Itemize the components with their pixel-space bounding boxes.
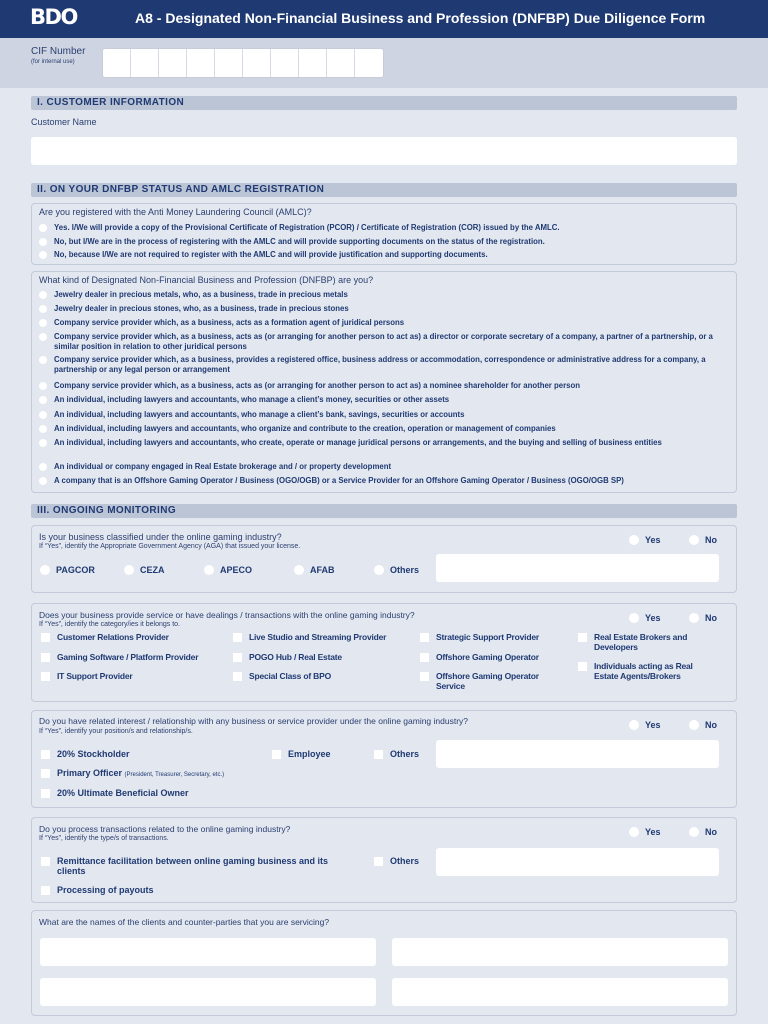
checkbox[interactable] xyxy=(420,653,429,662)
client-name-input[interactable] xyxy=(40,938,376,966)
dnfbp-option[interactable]: Company service provider which, as a business, provides a registered office, business address or accommodation, correspondence or administrative address for a company, a partnership or any legal person or arrangement xyxy=(39,355,729,374)
relation-ubo[interactable]: 20% Ultimate Beneficial Owner xyxy=(57,788,189,798)
aga-others-input[interactable] xyxy=(436,554,719,582)
q4-hint: If “Yes”, identify the type/s of transactions. xyxy=(39,835,169,842)
section-1-header: I. CUSTOMER INFORMATION xyxy=(31,96,737,110)
cif-digit-box[interactable] xyxy=(187,49,215,77)
checkbox[interactable] xyxy=(41,750,50,759)
cif-digit-box[interactable] xyxy=(131,49,159,77)
radio-button[interactable] xyxy=(39,382,47,390)
radio-button[interactable] xyxy=(689,535,699,545)
radio-button[interactable] xyxy=(689,827,699,837)
cif-digit-box[interactable] xyxy=(299,49,327,77)
transaction-payouts[interactable]: Processing of payouts xyxy=(57,885,154,895)
dnfbp-question: What kind of Designated Non-Financial Business and Profession (DNFBP) are you? xyxy=(39,275,374,285)
client-name-input[interactable] xyxy=(392,938,728,966)
q2-hint: If “Yes”, identify the category/ies it belongs to. xyxy=(39,621,180,628)
checkbox[interactable] xyxy=(233,672,242,681)
radio-button[interactable] xyxy=(689,720,699,730)
aga-apeco[interactable]: APECO xyxy=(220,565,252,575)
form-title: A8 - Designated Non-Financial Business and Profession (DNFBP) Due Diligence Form xyxy=(135,10,706,26)
cif-band xyxy=(0,38,768,88)
radio-button[interactable] xyxy=(39,425,47,433)
checkbox[interactable] xyxy=(374,857,383,866)
client-name-input[interactable] xyxy=(40,978,376,1006)
radio-button[interactable] xyxy=(629,720,639,730)
checkbox[interactable] xyxy=(233,653,242,662)
section-2-header: II. ON YOUR DNFBP STATUS AND AMLC REGISTRATION xyxy=(31,183,737,197)
radio-button[interactable] xyxy=(39,356,47,364)
q3-no[interactable]: No xyxy=(705,720,717,730)
checkbox[interactable] xyxy=(41,857,50,866)
dnfbp-option[interactable]: An individual, including lawyers and accountants, who manage a client’s money, securities or other assets xyxy=(39,395,729,405)
dnfbp-option[interactable]: Jewelry dealer in precious metals, who, as a business, trade in precious metals xyxy=(39,290,729,300)
aga-pagcor[interactable]: PAGCOR xyxy=(56,565,95,575)
relation-employee[interactable]: Employee xyxy=(288,749,331,759)
radio-button[interactable] xyxy=(39,319,47,327)
amlc-option-in-process[interactable]: No, but I/We are in the process of registering with the AMLC and will provide supporting documents on the status of the registration. xyxy=(39,237,729,247)
dnfbp-option[interactable]: An individual, including lawyers and accountants, who manage a client’s bank, savings, securities or accounts xyxy=(39,410,729,420)
radio-button[interactable] xyxy=(689,613,699,623)
checkbox[interactable] xyxy=(420,633,429,642)
checkbox[interactable] xyxy=(41,886,50,895)
cif-digit-box[interactable] xyxy=(215,49,243,77)
dnfbp-option[interactable]: An individual or company engaged in Real Estate brokerage and / or property development xyxy=(39,462,729,472)
customer-name-input[interactable] xyxy=(31,137,737,165)
transaction-remittance[interactable]: Remittance facilitation between online gaming business and its clients xyxy=(57,856,347,876)
relation-others[interactable]: Others xyxy=(390,749,419,759)
radio-button[interactable] xyxy=(39,463,47,471)
q3-yes[interactable]: Yes xyxy=(645,720,661,730)
cif-digit-box[interactable] xyxy=(327,49,355,77)
dnfbp-option[interactable]: An individual, including lawyers and accountants, who create, operate or manage juridical persons or arrangements, and the buying and selling of business entities xyxy=(39,438,729,448)
checkbox[interactable] xyxy=(41,633,50,642)
cif-digit-box[interactable] xyxy=(271,49,299,77)
category-customer-relations[interactable]: Customer Relations Provider xyxy=(57,632,169,642)
aga-ceza[interactable]: CEZA xyxy=(140,565,165,575)
checkbox[interactable] xyxy=(41,769,50,778)
checkbox[interactable] xyxy=(233,633,242,642)
radio-button[interactable] xyxy=(39,251,47,259)
radio-button[interactable] xyxy=(39,477,47,485)
category-real-estate-agents[interactable]: Individuals acting as Real Estate Agents/Brokers xyxy=(594,661,714,681)
radio-button[interactable] xyxy=(39,238,47,246)
radio-button[interactable] xyxy=(629,535,639,545)
radio-button[interactable] xyxy=(39,439,47,447)
dnfbp-option[interactable]: Company service provider which, as a business, acts as (or arranging for another person to act as) a director or corporate secretary of a company, a partner of a partnership, or a similar position in relation to other juridical persons xyxy=(39,332,729,351)
q5-question: What are the names of the clients and counter-parties that you are servicing? xyxy=(39,917,330,927)
q4-yes[interactable]: Yes xyxy=(645,827,661,837)
radio-button[interactable] xyxy=(39,396,47,404)
q2-question: Does your business provide service or have dealings / transactions with the online gaming industry? xyxy=(39,610,415,620)
cif-number-field[interactable] xyxy=(102,48,384,78)
checkbox[interactable] xyxy=(41,789,50,798)
section-3-header: III. ONGOING MONITORING xyxy=(31,504,737,518)
checkbox[interactable] xyxy=(578,662,587,671)
q1-question: Is your business classified under the online gaming industry? xyxy=(39,532,282,542)
dnfbp-option[interactable]: Company service provider which, as a business, acts as (or arranging for another person to act as) a nominee shareholder for another person xyxy=(39,381,729,391)
radio-button[interactable] xyxy=(629,827,639,837)
aga-afab[interactable]: AFAB xyxy=(310,565,335,575)
q3-hint: If “Yes”, identify your position/s and relationship/s. xyxy=(39,728,193,735)
q4-question: Do you process transactions related to the online gaming industry? xyxy=(39,824,291,834)
amlc-option-not-required[interactable]: No, because I/We are not required to register with the AMLC and will provide justification and supporting documents. xyxy=(39,250,729,260)
q4-no[interactable]: No xyxy=(705,827,717,837)
cif-label: CIF Number xyxy=(31,46,86,57)
checkbox[interactable] xyxy=(374,750,383,759)
transaction-others[interactable]: Others xyxy=(390,856,419,866)
aga-others[interactable]: Others xyxy=(390,565,419,575)
primary-officer-note: (President, Treasurer, Secretary, etc.) xyxy=(124,772,225,778)
radio-button[interactable] xyxy=(39,224,47,232)
customer-name-label: Customer Name xyxy=(31,117,97,127)
radio-button[interactable] xyxy=(39,291,47,299)
q3-question: Do you have related interest / relationship with any business or service provider under the online gaming industry? xyxy=(39,716,469,726)
form-header xyxy=(0,0,768,38)
radio-button[interactable] xyxy=(40,565,50,575)
cif-sublabel: (for internal use) xyxy=(31,59,75,65)
radio-button[interactable] xyxy=(204,565,214,575)
checkbox[interactable] xyxy=(41,672,50,681)
q1-hint: If “Yes”, identify the Appropriate Government Agency (AGA) that issued your license. xyxy=(39,543,301,550)
category-ogo-service[interactable]: Offshore Gaming Operator Service xyxy=(436,671,566,691)
dnfbp-option[interactable]: Jewelry dealer in precious stones, who, as a business, trade in precious stones xyxy=(39,304,729,314)
radio-button[interactable] xyxy=(294,565,304,575)
category-special-bpo[interactable]: Special Class of BPO xyxy=(249,671,331,681)
q1-yes[interactable]: Yes xyxy=(645,535,661,545)
transaction-others-input[interactable] xyxy=(436,848,719,876)
radio-button[interactable] xyxy=(124,565,134,575)
cif-digit-box[interactable] xyxy=(355,49,383,77)
bdo-logo: BDO xyxy=(30,5,77,29)
client-name-input[interactable] xyxy=(392,978,728,1006)
category-strategic-support[interactable]: Strategic Support Provider xyxy=(436,632,539,642)
cif-digit-box[interactable] xyxy=(103,49,131,77)
q2-no[interactable]: No xyxy=(705,613,717,623)
category-it-support[interactable]: IT Support Provider xyxy=(57,671,133,681)
checkbox[interactable] xyxy=(272,750,281,759)
checkbox[interactable] xyxy=(420,672,429,681)
category-live-studio[interactable]: Live Studio and Streaming Provider xyxy=(249,632,386,642)
checkbox[interactable] xyxy=(578,633,587,642)
radio-button[interactable] xyxy=(39,333,47,341)
radio-button[interactable] xyxy=(39,411,47,419)
cif-digit-box[interactable] xyxy=(159,49,187,77)
dnfbp-option[interactable]: A company that is an Offshore Gaming Operator / Business (OGO/OGB) or a Service Provider for an Offshore Gaming Operator / Business (OGO/OGB SP) xyxy=(39,476,729,486)
category-pogo-hub[interactable]: POGO Hub / Real Estate xyxy=(249,652,342,662)
checkbox[interactable] xyxy=(41,653,50,662)
q2-yes[interactable]: Yes xyxy=(645,613,661,623)
radio-button[interactable] xyxy=(374,565,384,575)
q1-no[interactable]: No xyxy=(705,535,717,545)
relation-others-input[interactable] xyxy=(436,740,719,768)
amlc-option-yes[interactable]: Yes. I/We will provide a copy of the Provisional Certificate of Registration (PCOR) / Certificate of Registration (COR) issued by the AMLC. xyxy=(39,223,729,233)
amlc-question: Are you registered with the Anti Money Laundering Council (AMLC)? xyxy=(39,207,312,217)
radio-button[interactable] xyxy=(39,305,47,313)
category-gaming-software[interactable]: Gaming Software / Platform Provider xyxy=(57,652,198,662)
radio-button[interactable] xyxy=(629,613,639,623)
dnfbp-option[interactable]: An individual, including lawyers and accountants, who organize and contribute to the creation, operation or management of companies xyxy=(39,424,729,434)
category-real-estate-brokers[interactable]: Real Estate Brokers and Developers xyxy=(594,632,714,652)
relation-primary-officer[interactable]: Primary Officer (President, Treasurer, Secretary, etc.) xyxy=(57,768,224,780)
relation-stockholder[interactable]: 20% Stockholder xyxy=(57,749,130,759)
cif-digit-box[interactable] xyxy=(243,49,271,77)
dnfbp-option[interactable]: Company service provider which, as a business, acts as a formation agent of juridical persons xyxy=(39,318,729,328)
category-offshore-gaming-operator[interactable]: Offshore Gaming Operator xyxy=(436,652,539,662)
